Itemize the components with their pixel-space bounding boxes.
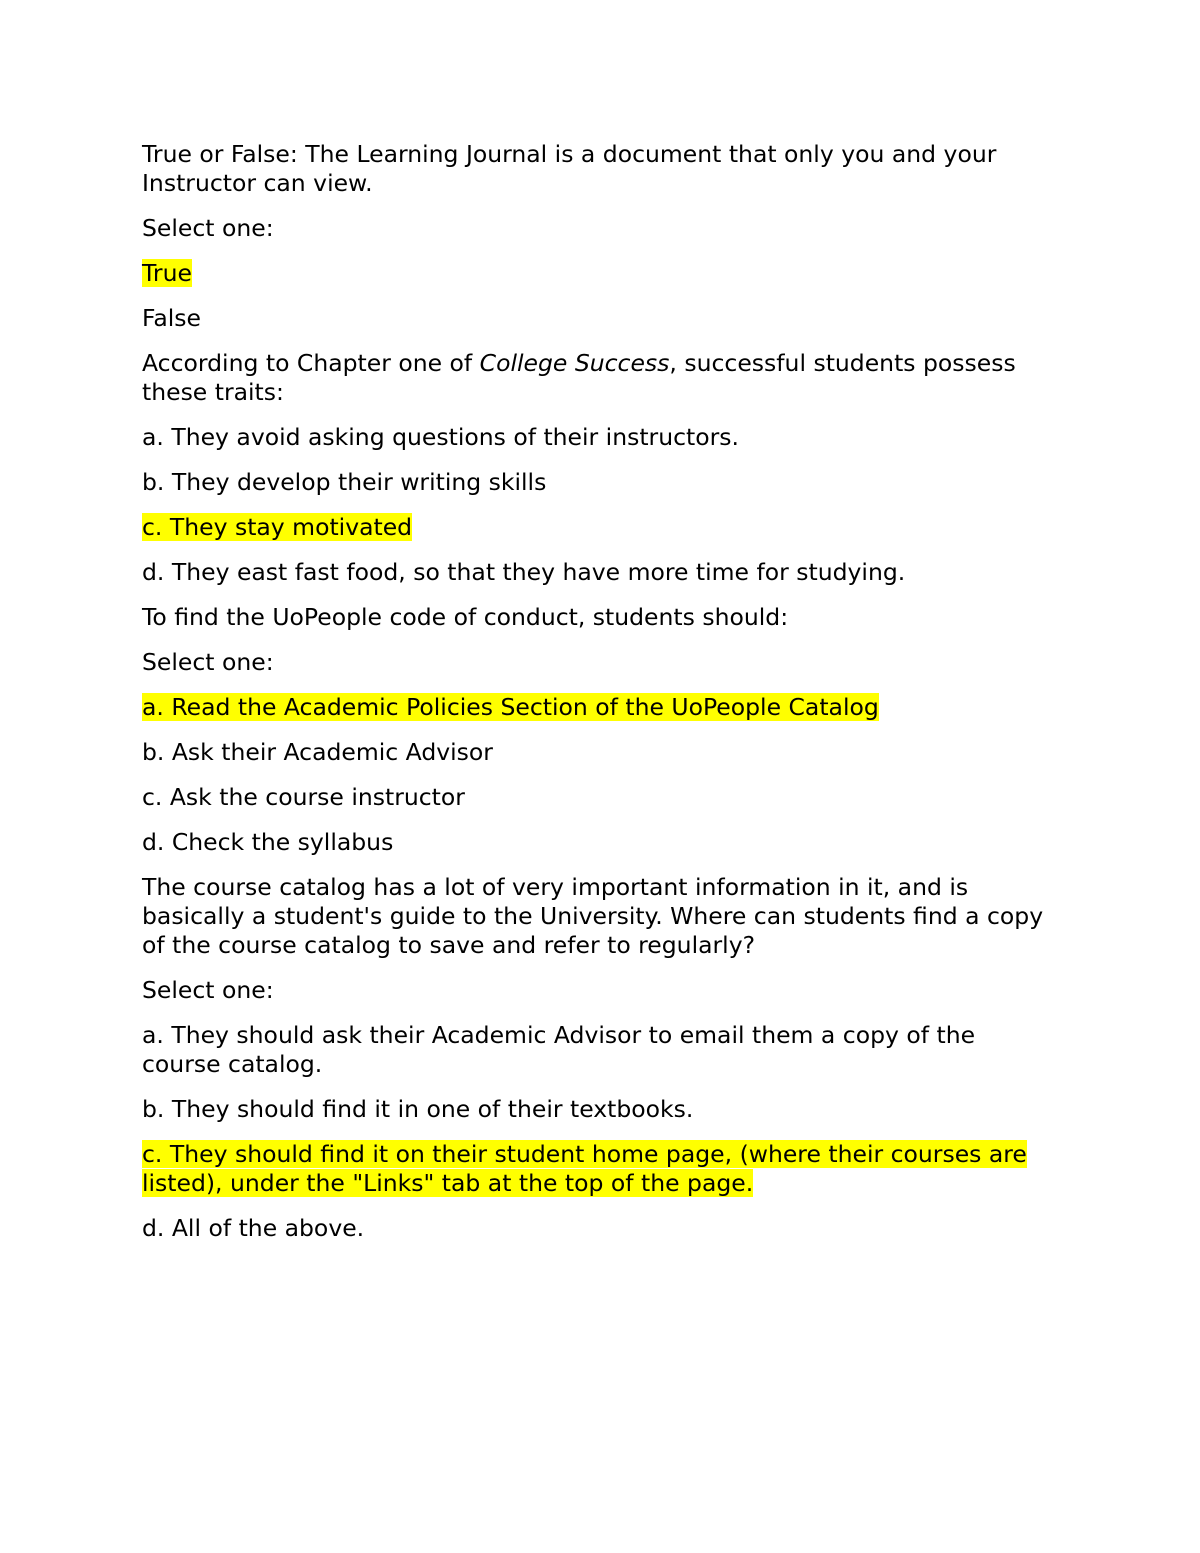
question-3-option-d: d. Check the syllabus	[142, 828, 394, 856]
question-2-text-start: According to Chapter one of	[142, 349, 480, 377]
question-4-option-d: d. All of the above.	[142, 1214, 365, 1242]
question-4-option-a: a. They should ask their Academic Advisor to email them a copy of the course catalog.	[142, 1021, 976, 1078]
question-4-option-b: b. They should find it in one of their textbooks.	[142, 1095, 694, 1123]
question-2-option-d: d. They east fast food, so that they have more time for studying.	[142, 558, 906, 586]
question-2-text-end: , successful students possess these traits:	[142, 349, 1016, 406]
question-4-text: The course catalog has a lot of very important information in it, and is basically a student's guide to the University. Where can students find a copy of the course catalog to save and refer to regularly?	[142, 873, 1044, 959]
highlighted-answer: True	[142, 259, 192, 287]
book-title: College Success	[479, 349, 670, 377]
question-4-option-c	[142, 1140, 1057, 1198]
question-2-option-c	[142, 513, 1057, 542]
question-3-text: To find the UoPeople code of conduct, students should:	[142, 603, 789, 631]
document-body	[142, 140, 1057, 1259]
question-2-option-b: b. They develop their writing skills	[142, 468, 547, 496]
question-4-prompt: Select one:	[142, 976, 274, 1004]
highlighted-answer: a. Read the Academic Policies Section of the UoPeople Catalog	[142, 693, 879, 721]
question-3-option-c: c. Ask the course instructor	[142, 783, 465, 811]
question-2-option-a: a. They avoid asking questions of their instructors.	[142, 423, 740, 451]
question-1-option-true	[142, 259, 1057, 288]
question-3-option-a	[142, 693, 1057, 722]
highlighted-answer: c. They stay motivated	[142, 513, 413, 541]
question-1-text: True or False: The Learning Journal is a document that only you and your Instructor can view.	[142, 140, 997, 197]
question-2-text	[142, 349, 1057, 407]
question-1-prompt: Select one:	[142, 214, 274, 242]
question-3-prompt: Select one:	[142, 648, 274, 676]
highlighted-answer: c. They should find it on their student home page, (where their courses are listed), under the "Links" tab at the top of the page.	[142, 1140, 1027, 1197]
question-1-option-false: False	[142, 304, 201, 332]
question-3-option-b: b. Ask their Academic Advisor	[142, 738, 493, 766]
